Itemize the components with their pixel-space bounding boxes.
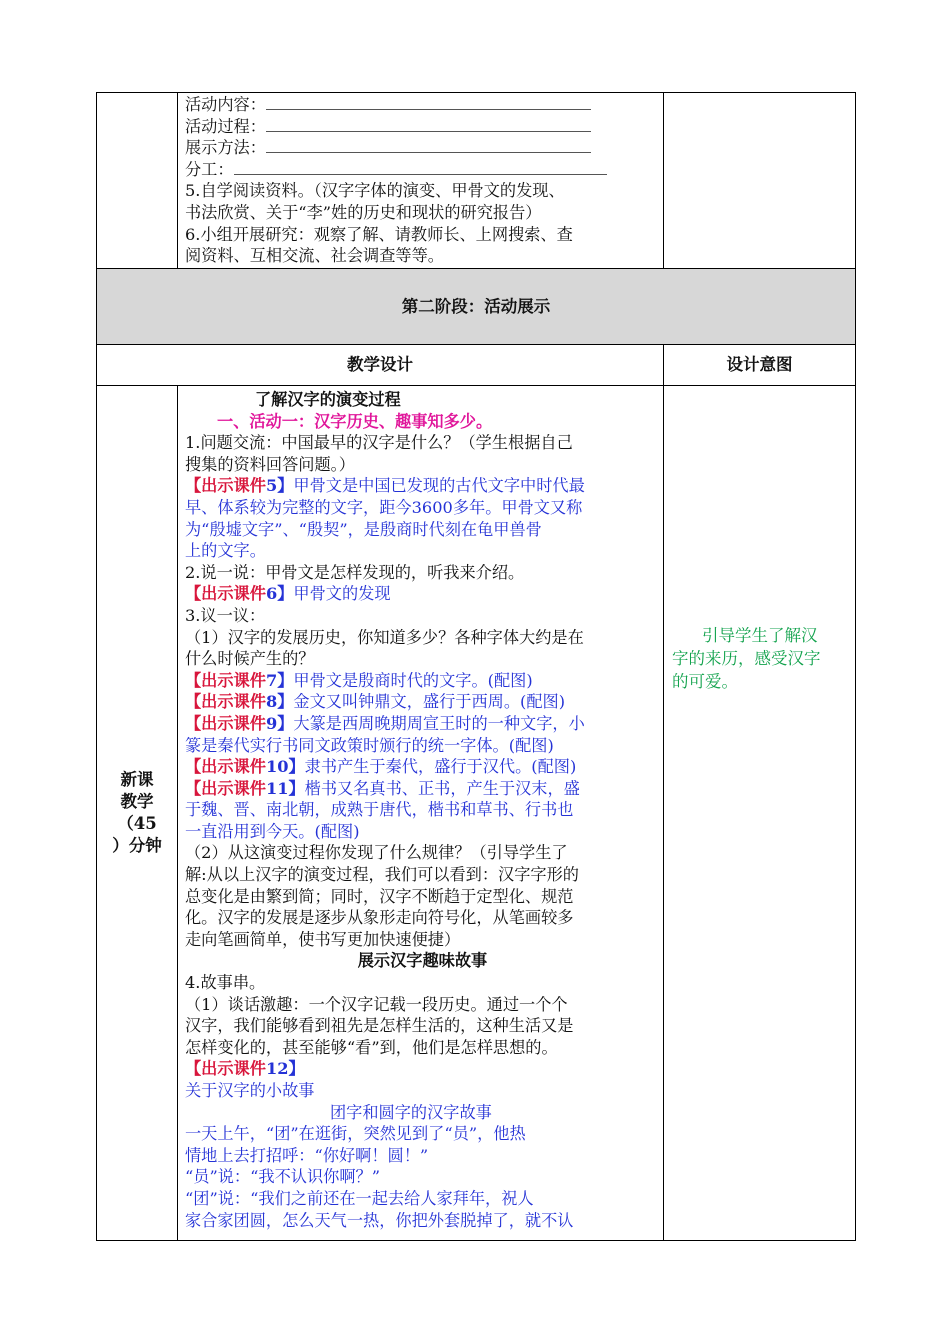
question-4: 4.故事串。 bbox=[185, 973, 266, 993]
stage-title: 第二阶段：活动展示 bbox=[97, 269, 856, 345]
question-3: 3.议一议： bbox=[185, 605, 266, 625]
row-label: 新课 教学 （45 ）分钟 bbox=[97, 386, 178, 1241]
field-display: 展示方法： bbox=[185, 137, 660, 159]
intent-text: 引导学生了解汉 字的来历，感受汉字 的可爱。 bbox=[672, 626, 821, 691]
design-content-cell: 了解汉字的演变过程 一、活动一：汉字历史、趣事知多少。 1.问题交流：中国最早的汉字是什么？（学生根据自己 搜集的资料回答问题。） 【出示课件5】甲骨文是中国已发现的古代文字中时代最 早、体系较为完整的文字，距今3600多年。甲骨文又称 为“殷墟文字”、“殷契”，是殷商时代刻在龟甲兽骨 上的文字。 2.说一说：甲骨文是怎样发现的，听我来介绍。 【出示课件6】甲骨文的发现 3.议一议： （1）汉字的发展历史，你知道多少？各种字体大约是在 什么时候产生的？ 【出示课件7】甲骨文是殷商时代的文字。(配图) 【出示课件8】金文又叫钟鼎文，盛行于西周。(配图) 【出示课件9】大篆是西周晚期周宣王时的一种文字，小 篆是秦代实行书同文政策时颁行的统一字体。(配图) 【出示课件10】隶书产生于秦代，盛行于汉代。(配图) 【出示课件11】楷书又名真书、正书，产生于汉末，盛 于魏、晋、南北朝，成熟于唐代，楷书和草书、行书也 一直沿用到今天。(配图) （2）从这演变过程你发现了什么规律？（引导学生了 解:从以上汉字的演变过程，我们可以看到：汉字字形的 总变化是由繁到简；同时，汉字不断趋于定型化、规范 化。汉字的发展是逐步从象形走向符号化，从笔画较多 走向笔画简单，使书写更加快速便捷） 展示汉字趣味故事 4.故事串。 （1）谈话激趣：一个汉字记载一段历史。通过一个个 汉字，我们能够看到祖先是怎样生活的，这种生活又是 怎样变化的，甚至能够“看”到，他们是怎样思想的。 【出示课件12】 关于汉字的小故事 团字和圆字的汉字故事 一天上午，“团”在逛街，突然见到了“员”，他热 情地上去打招呼：“你好啊！圆！” “员”说：“我不认识你啊？” “团”说：“我们之前还在一起去给人家拜年，祝人 家合家团圆，怎么天气一热，你把外套脱掉了，就不认 bbox=[178, 386, 664, 1241]
section-heading: 了解汉字的演变过程 bbox=[255, 390, 401, 409]
field-content: 活动内容： bbox=[185, 94, 660, 116]
item-5: 5.自学阅读资料。（汉字字体的演变、甲骨文的发现、 bbox=[185, 181, 565, 201]
header-row bbox=[97, 345, 856, 386]
prep-content-cell bbox=[178, 93, 664, 269]
prep-label-cell bbox=[97, 93, 178, 269]
item-6-cont: 阅资料、互相交流、社会调查等等。 bbox=[185, 246, 444, 266]
courseware-8: 【出示课件8】金文又叫钟鼎文，盛行于西周。(配图) bbox=[185, 692, 566, 712]
field-process: 活动过程： bbox=[185, 116, 660, 138]
courseware-11: 【出示课件11】楷书又名真书、正书，产生于汉末，盛 bbox=[185, 778, 580, 798]
courseware-10: 【出示课件10】隶书产生于秦代，盛行于汉代。(配图) bbox=[185, 757, 577, 777]
question-2: 2.说一说：甲骨文是怎样发现的，听我来介绍。 bbox=[185, 562, 525, 582]
lesson-plan-table bbox=[96, 92, 856, 1241]
story-section-heading: 展示汉字趣味故事 bbox=[357, 951, 488, 971]
field-division: 分工： bbox=[185, 159, 660, 181]
item-5-cont: 书法欣赏、关于“李”姓的历史和现状的研究报告） bbox=[185, 202, 542, 222]
new-lesson-row bbox=[97, 386, 856, 1241]
activity-title: 一、活动一：汉字历史、趣事知多少。 bbox=[217, 411, 493, 431]
courseware-7: 【出示课件7】甲骨文是殷商时代的文字。(配图) bbox=[185, 670, 533, 690]
courseware-5: 【出示课件5】甲骨文是中国已发现的古代文字中时代最 bbox=[185, 476, 585, 496]
story-title: 团字和圆字的汉字故事 bbox=[330, 1102, 492, 1122]
story-text: 一天上午，“团”在逛街，突然见到了“员”，他热 bbox=[185, 1124, 526, 1144]
courseware-12: 【出示课件12】 bbox=[185, 1059, 305, 1079]
prep-row bbox=[97, 93, 856, 269]
prep-intent-cell bbox=[664, 93, 856, 269]
story-intro: 关于汉字的小故事 bbox=[185, 1081, 315, 1100]
question-1: 1.问题交流：中国最早的汉字是什么？（学生根据自己 bbox=[185, 433, 573, 453]
header-design: 教学设计 bbox=[97, 345, 664, 386]
courseware-6: 【出示课件6】甲骨文的发现 bbox=[185, 584, 391, 604]
stage-row bbox=[97, 269, 856, 345]
header-intent: 设计意图 bbox=[664, 345, 856, 386]
courseware-9: 【出示课件9】大篆是西周晚期周宣王时的一种文字，小 bbox=[185, 713, 585, 733]
item-6: 6.小组开展研究：观察了解、请教师长、上网搜索、查 bbox=[185, 224, 573, 244]
design-intent-cell bbox=[664, 386, 856, 1241]
